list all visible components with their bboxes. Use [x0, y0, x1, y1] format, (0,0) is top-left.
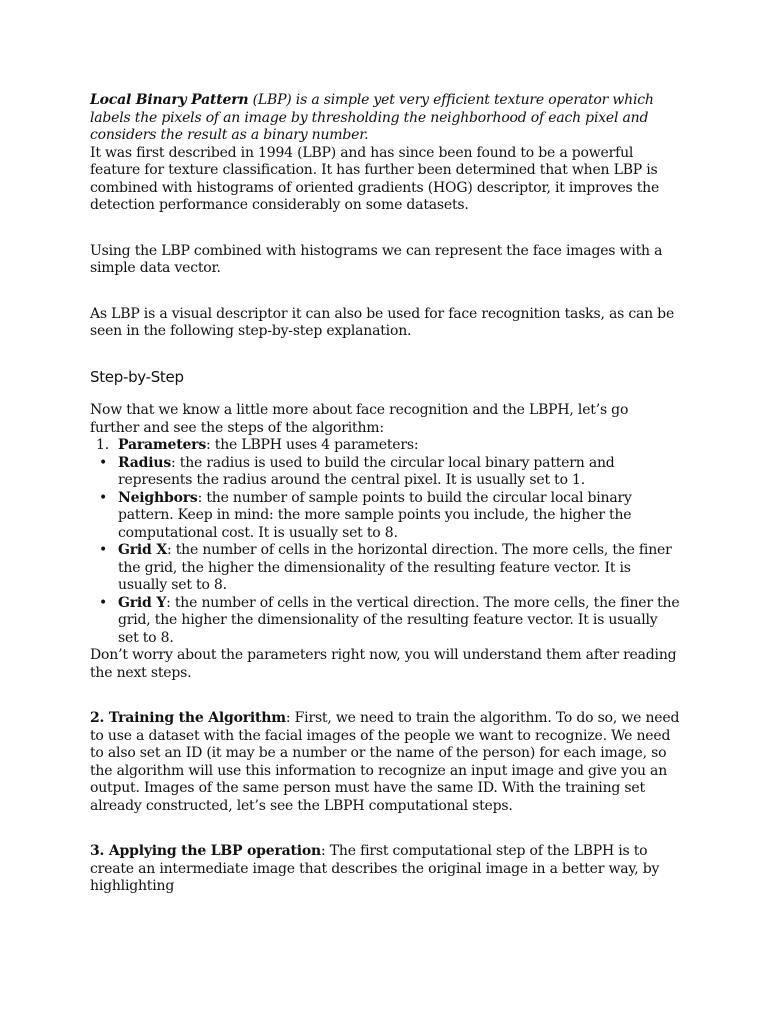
list-item-parameters: [90, 437, 680, 455]
training-section: [90, 710, 680, 815]
document-page: [90, 92, 680, 896]
spacer: [90, 682, 680, 710]
bullet-icon: •: [99, 542, 108, 558]
intro-history: It was first described in 1994 (LBP) and has since been found to be a powerful feature for texture classification. It has further been determined that when LBP is combined with histograms of oriented gradients (HOG) descriptor, it improves the detection performance considerably on some datasets.: [90, 144, 660, 213]
radius-term: Radius: [118, 454, 171, 471]
grid-x-term: Grid X: [118, 542, 167, 558]
parameters-term: Parameters: [118, 437, 207, 453]
parameter-list: [90, 437, 680, 647]
grid-y-term: Grid Y: [118, 594, 167, 611]
radius-text: : the radius is used to build the circular local binary pattern and represents the radius around the central pixel. It is usually set to 1.: [118, 454, 615, 488]
grid-x-text: : the number of cells in the horizontal direction. The more cells, the finer the grid, the higher the dimensionality of the resulting feature vector. It is usually set to 8.: [118, 542, 672, 593]
applying-title: 3. Applying the LBP operation: [90, 843, 322, 859]
bullet-icon: •: [99, 489, 108, 506]
spacer: [90, 341, 680, 369]
paragraph-histograms: Using the LBP combined with histograms we can represent the face images with a simple data vector.: [90, 242, 663, 276]
training-text: : First, we need to train the algorithm. To do so, we need to use a dataset with the facial images of the people we want to recognize. We need to also set an ID (it may be a number or the name of the person) for each image, so the algorithm will use this information to recognize an input image and give you an output. Images of the same person must have the same ID. With the training set already constructed, let’s see the LBPH computational steps.: [90, 710, 680, 814]
neighbors-text: : the number of sample points to build the circular local binary pattern. Keep in mind: the more sample points you include, the higher the computational cost. It is usually set to 8.: [118, 489, 632, 541]
lbp-term: Local Binary Pattern: [90, 92, 249, 108]
parameters-text: : the LBPH uses 4 parameters:: [206, 437, 419, 453]
spacer: [90, 386, 680, 402]
parameters-note: Don’t worry about the parameters right now, you will understand them after reading the next steps.: [90, 647, 677, 681]
neighbors-term: Neighbors: [118, 489, 198, 506]
list-item-grid-x: [90, 542, 680, 595]
applying-section: [90, 843, 680, 896]
list-item-neighbors: [90, 490, 680, 543]
step-by-step-heading: Step-by-Step: [90, 367, 184, 386]
intro-definition-text: (LBP) is a simple yet very efficient texture operator which labels the pixels of an image by thresholding the neighborhood of each pixel and considers the result as a binary number.: [90, 92, 654, 143]
spacer: [90, 215, 680, 243]
list-number: 1.: [96, 437, 109, 453]
spacer: [90, 278, 680, 306]
list-item-radius: [90, 455, 680, 490]
paragraph-descriptor: As LBP is a visual descriptor it can also be used for face recognition tasks, as can be seen in the following step-by-step explanation.: [90, 305, 675, 339]
intro-definition: [90, 92, 680, 145]
list-item-grid-y: [90, 595, 680, 648]
training-title: 2. Training the Algorithm: [90, 710, 286, 726]
spacer: [90, 815, 680, 843]
grid-y-text: : the number of cells in the vertical direction. The more cells, the finer the grid, the higher the dimensionality of the resulting feature vector. It is usually set to 8.: [118, 594, 680, 646]
bullet-icon: •: [99, 594, 108, 611]
step-intro: Now that we know a little more about face recognition and the LBPH, let’s go further and see the steps of the algorithm:: [90, 402, 629, 436]
bullet-icon: •: [99, 454, 108, 471]
applying-text: : The first computational step of the LBPH is to create an intermediate image that describes the original image in a better way, by highlighting: [90, 843, 660, 894]
